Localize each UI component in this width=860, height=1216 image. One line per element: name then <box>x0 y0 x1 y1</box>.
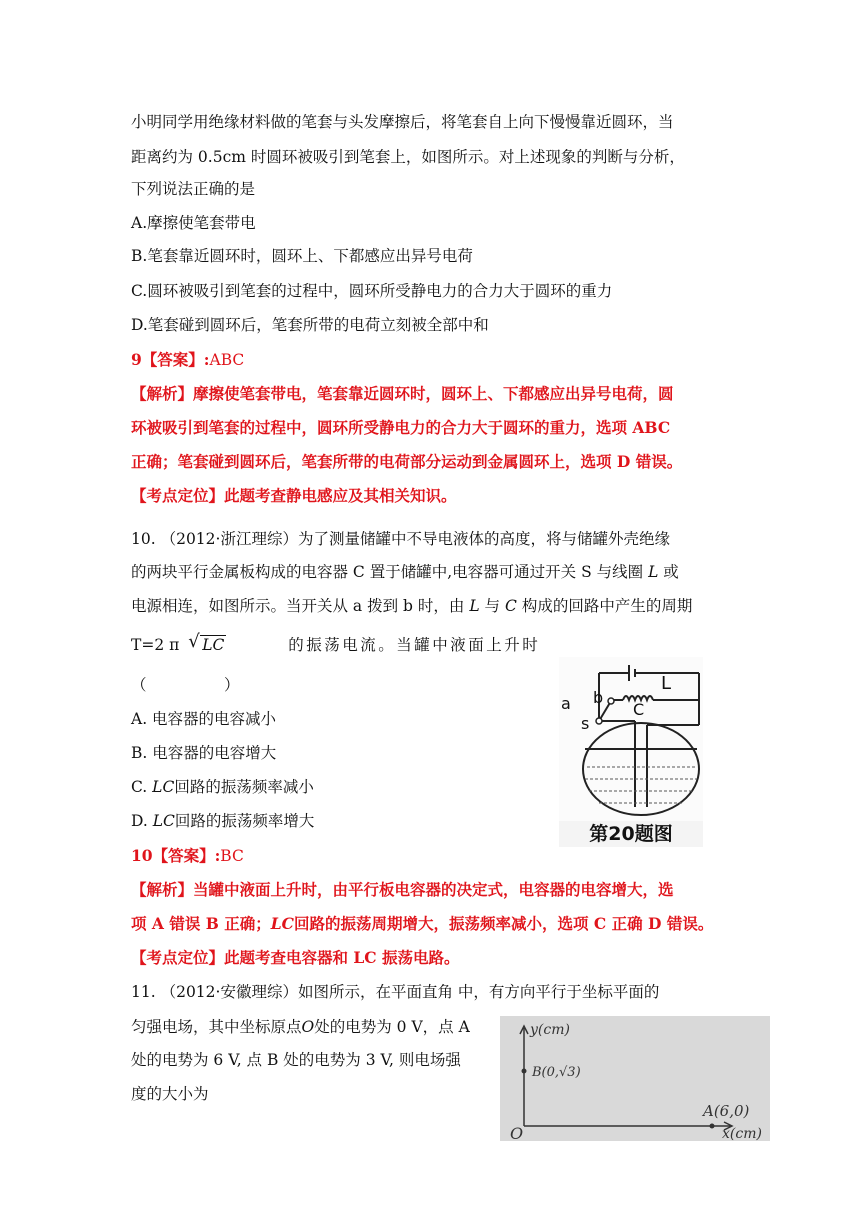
q9-stem-line-1: 小明同学用绝缘材料做的笔套与头发摩擦后，将笔套自上向下慢慢靠近圆环，当 <box>131 113 674 131</box>
q11-stem-line-2-O: O <box>301 1018 315 1036</box>
q10-analysis-line-2-a: 项 A 错误 B 正确； <box>131 914 271 933</box>
q9-stem-line-3: 下列说法正确的是 <box>131 180 256 198</box>
q10-sqrt-LC: √ LC <box>188 631 225 654</box>
q9-answer-label: 9【答案】: <box>131 350 210 369</box>
q9-answer-value: ABC <box>209 351 245 369</box>
q10-formula-line <box>131 631 541 655</box>
q10-stem-line-3-a: 电源相连，如图所示。当开关从 a 拨到 b 时，由 <box>131 597 465 615</box>
q10-stem-line-3-c: 构成的回路中产生的周期 <box>521 597 693 615</box>
q10-analysis-line-2 <box>131 914 713 934</box>
q10-stem-line-3 <box>131 596 692 616</box>
q11-stem-line-3: 处的电势为 6 V, 点 B 处的电势为 3 V, 则电场强 <box>131 1051 461 1069</box>
q10-option-c-lc: LC <box>152 778 175 796</box>
q10-sqrt-radicand: LC <box>202 636 225 654</box>
q10-option-b: B. 电容器的电容增大 <box>131 744 277 762</box>
q10-stem-line-1: 10. （2012·浙江理综）为了测量储罐中不导电液体的高度，将与储罐外壳绝缘 <box>131 530 670 548</box>
q10-stem-line-2-L: L <box>648 563 659 581</box>
q9-option-b: B.笔套靠近圆环时，圆环上、下都感应出异号电荷 <box>131 247 473 265</box>
q9-kaodian: 【考点定位】此题考查静电感应及其相关知识。 <box>131 486 457 505</box>
q10-figure-caption: 第20题图 <box>559 821 703 847</box>
q11-stem-line-2-a: 匀强电场，其中坐标原点 <box>131 1018 302 1036</box>
q11-coordinate-figure <box>500 1016 770 1141</box>
q10-answer <box>131 846 244 866</box>
q10-stem-line-2 <box>131 562 679 582</box>
q9-option-d: D.笔套碰到圆环后，笔套所带的电荷立刻被全部中和 <box>131 316 489 334</box>
q10-analysis-line-2-lc: LC <box>270 914 294 933</box>
q11-stem-line-2-b: 处的电势为 0 V，点 A <box>314 1018 470 1036</box>
q9-stem-line-2: 距离约为 0.5cm 时圆环被吸引到笔套上，如图所示。对上述现象的判断与分析， <box>131 148 685 166</box>
q9-option-c: C.圆环被吸引到笔套的过程中，圆环所受静电力的合力大于圆环的重力 <box>131 282 613 300</box>
q10-fig-label-s: s <box>581 714 590 733</box>
q11-x-axis-label: x(cm) <box>722 1126 762 1141</box>
q10-option-d-rest: 回路的振荡频率增大 <box>174 812 315 830</box>
q11-point-b-label: B(0,√3) <box>532 1065 581 1080</box>
q11-stem-line-2 <box>131 1017 470 1037</box>
q9-analysis-line-2: 环被吸引到笔套的过程中，圆环所受静电力的合力大于圆环的重力，选项 ABC <box>131 418 671 437</box>
q9-option-a: A.摩擦使笔套带电 <box>131 214 256 232</box>
q9-analysis-line-3: 正确；笔套碰到圆环后，笔套所带的电荷部分运动到金属圆环上，选项 D 错误。 <box>131 452 683 471</box>
q9-answer <box>131 350 244 370</box>
q10-stem-line-3-b: 与 <box>484 597 501 615</box>
q10-answer-label: 10【答案】: <box>131 846 221 865</box>
q10-option-a: A. 电容器的电容减小 <box>131 710 277 728</box>
q10-analysis-line-1: 【解析】当罐中液面上升时，由平行板电容器的决定式，电容器的电容增大，选 <box>131 880 674 899</box>
q10-option-d-prefix: D. <box>131 812 148 830</box>
q10-stem-line-4: 的振荡电流。当罐中液面上升时 <box>288 636 541 654</box>
q10-stem-line-3-C: C <box>505 597 517 615</box>
q11-y-axis-label: y(cm) <box>530 1022 570 1038</box>
q10-answer-value: BC <box>220 847 244 865</box>
q10-blank: （ ） <box>131 676 240 694</box>
q10-option-d-lc: LC <box>152 812 175 830</box>
q10-circuit-diagram <box>559 657 703 821</box>
q10-fig-label-L: L <box>661 673 672 694</box>
q11-coordinate-diagram <box>500 1016 770 1141</box>
q10-analysis-line-2-b: 回路的振荡周期增大，振荡频率减小，选项 C 正确 D 错误。 <box>293 914 714 933</box>
q10-fig-label-a: a <box>561 694 571 713</box>
q10-formula-prefix: T=2 π <box>131 636 180 654</box>
q10-fig-label-b: b <box>593 688 604 707</box>
q10-stem-line-2-b: 或 <box>663 563 679 581</box>
q10-stem-line-3-L: L <box>469 597 480 615</box>
q11-stem-line-1: 11. （2012·安徽理综）如图所示，在平面直角 中，有方向平行于坐标平面的 <box>131 983 660 1001</box>
q10-option-c <box>131 777 314 797</box>
q10-option-c-prefix: C. <box>131 778 148 796</box>
q9-analysis-line-1: 【解析】摩擦使笔套带电，笔套靠近圆环时，圆环上、下都感应出异号电荷，圆 <box>131 384 674 403</box>
q10-circuit-figure <box>559 657 703 847</box>
q11-point-a-label: A(6,0) <box>703 1102 750 1120</box>
q10-stem-line-2-a: 的两块平行金属板构成的电容器 C 置于储罐中,电容器可通过开关 S 与线圈 <box>131 563 644 581</box>
q10-kaodian: 【考点定位】此题考查电容器和 LC 振荡电路。 <box>131 948 460 967</box>
q11-stem-line-4: 度的大小为 <box>131 1085 209 1103</box>
q11-origin-label: O <box>510 1124 524 1141</box>
q10-fig-label-C: C <box>633 700 645 719</box>
q10-option-c-rest: 回路的振荡频率减小 <box>174 778 314 796</box>
q10-option-d <box>131 811 314 831</box>
